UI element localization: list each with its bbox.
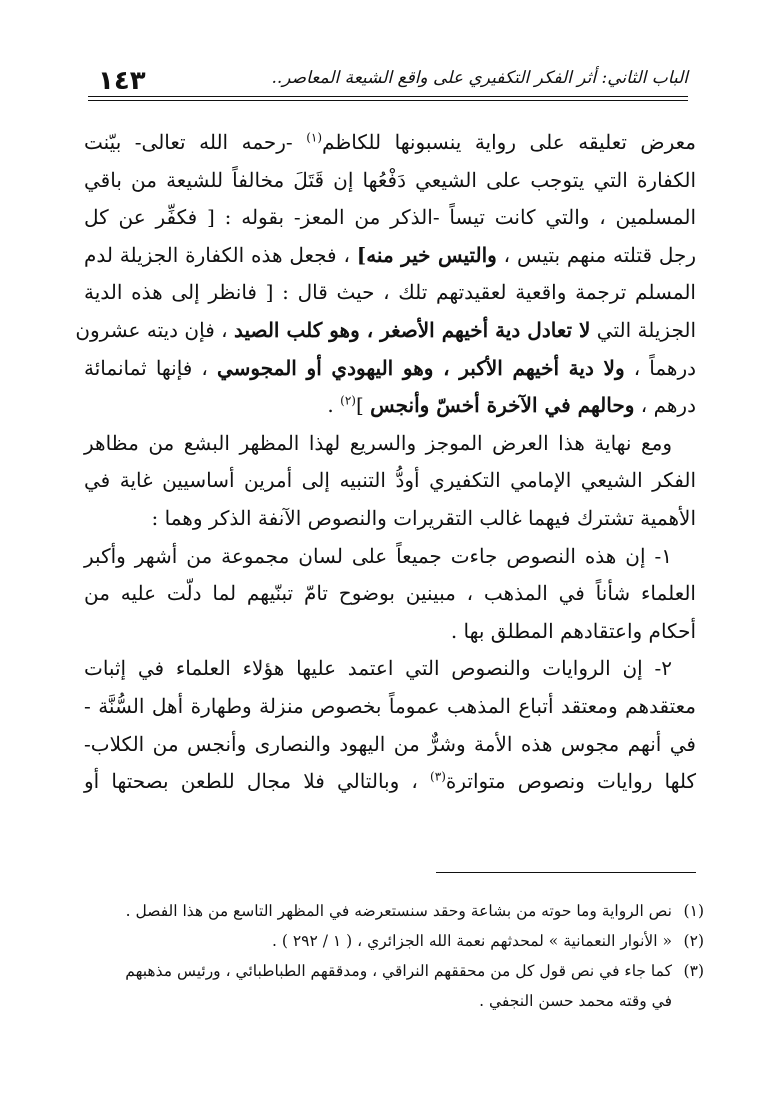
text-line: الأهمية تشترك فيهما غالب التقريرات والنصوص الآنفة الذكر وهما : [151,505,696,530]
text-line: المسلمين ، والتي كانت تيساً -الذكر من المعز- بقوله : [ فكفِّر عن كل [84,205,696,230]
text-line: الفكر الشيعي الإمامي التكفيري أودُّ التنبيه إلى أمرين أساسيين غاية في [84,468,696,493]
text-line: رجل قتلته منهم بتيس ، والتيس خير منه] ، فجعل هذه الكفارة الجزيلة لدم [84,242,697,267]
footnote-text: « الأنوار النعمانية » لمحدثهم نعمة الله الجزائري ، ( ١ / ٢٩٢ ) . [272,932,672,950]
quote-emphasis: وحالهم في الآخرة أخسّ وأنجس [370,393,635,418]
footnote-ref[interactable]: (٣) [430,769,446,784]
quote-emphasis: والتيس خير منه] [356,242,497,267]
text-line: معرض تعليقه على رواية ينسبونها للكاظم$^{(١)}$ -رحمه الله تعالى- بيّنت [84,130,697,154]
text-line: درهماً ، ولا دية أخيهم الأكبر ، وهو اليهودي أو المجوسي ، فإنها ثمانمائة [84,355,697,380]
footnote-number: (١) [683,902,704,920]
footnote-item [84,896,704,926]
text-line: كلها روايات ونصوص متواترة$^{(٣)}$ ، وبالتالي فلا مجال للطعن بصحتها أو [84,769,696,794]
footnote-text: كما جاء في نص قول كل من محققهم النراقي ، ومدققهم الطباطبائي ، ورئيس مذهبهم [125,962,672,980]
text-line: ومع نهاية هذا العرض الموجز والسريع لهذا المظهر البشع من مظاهر [84,430,672,455]
footnote-separator [436,872,696,873]
text-line: ١- إن هذه النصوص جاءت جميعاً على لسان مجموعة من أشهر وأكبر [84,543,672,568]
footnote-text: نص الرواية وما حوته من بشاعة وحقد سنستعرضه في المظهر التاسع من هذا الفصل . [125,902,672,920]
text-line: درهم ، وحالهم في الآخرة أخسّ وأنجس ]$^{(٢)}$ . [327,393,696,418]
text-line: الجزيلة التي لا تعادل دية أخيهم الأصغر ، وهو كلب الصيد ، فإن ديته عشرون [75,317,696,342]
footnote-number: (٣) [683,962,704,980]
page-header [88,62,688,102]
header-rule-top [88,96,688,97]
footnote-ref[interactable]: (١) [306,130,323,145]
text-line: المسلم ترجمة واقعية لعقيدتهم تلك ، حيث قال : [ فانظر إلى هذه الدية [84,280,696,305]
text-line: أحكام واعتقادهم المطلق بها . [450,618,696,643]
footnote-item [84,926,704,956]
footnote-ref[interactable]: (٢) [340,393,356,408]
footnote-item [84,956,704,986]
page-number: ١٤٣ [98,66,146,96]
footnote-number: (٢) [683,932,704,950]
body-text [75,124,697,801]
footnotes [84,896,704,1016]
text-line: في أنهم مجوس هذه الأمة وشرٌّ من اليهود والنصارى وأنجس من الكلاب- [84,731,696,756]
header-rule-bottom [88,100,688,101]
text-line: معتقدهم ومعتقد أتباع المذهب عموماً بخصوص منزلة وطهارة أهل السُّنَّة - [84,693,696,718]
text-line: العلماء شأناً في المذهب ، مبينين بوضوح تامّ تبنّيهم لما دلّت عليه من [84,581,696,606]
footnote-text-continued: في وقته محمد حسن النجفي . [479,992,672,1010]
text-line: الكفارة التي يتوجب على الشيعي دَفْعُها إن قَتَلَ مخالفاً للشيعة من باقي [84,167,696,192]
running-title: الباب الثاني: أثر الفكر التكفيري على واقع الشيعة المعاصر.. [271,68,688,88]
text-line: ٢- إن الروايات والنصوص التي اعتمد عليها هؤلاء العلماء في إثبات [84,656,672,681]
quote-emphasis: لا تعادل دية أخيهم الأصغر ، وهو كلب الصيد [233,317,591,342]
quote-emphasis: ولا دية أخيهم الأكبر ، وهو اليهودي أو المجوسي [216,355,625,380]
